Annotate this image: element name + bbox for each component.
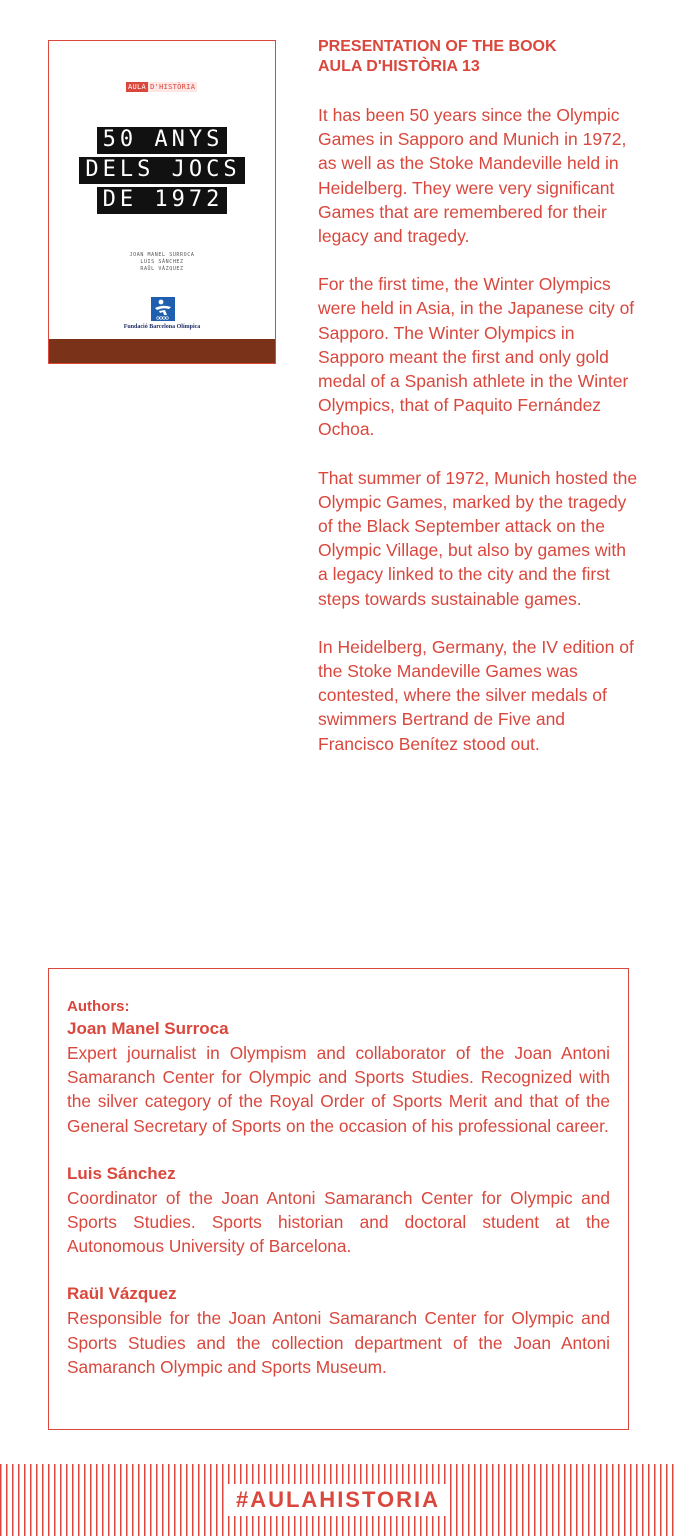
presentation-paragraph: In Heidelberg, Germany, the IV edition of the Stoke Mandeville Games was contested, where the silver medals of swimmers Bertrand de Five and Francisco Benítez stood out. (318, 636, 634, 754)
book-cover (48, 40, 276, 364)
foundation-logo-icon (150, 296, 176, 322)
cover-title-line: 50 ANYS (97, 127, 228, 154)
cover-badge-aula: AULA (128, 82, 147, 91)
presentation-heading (318, 37, 638, 77)
author-name: Luis Sánchez (67, 1163, 176, 1183)
cover-badge-historia: D'HISTÒRIA (150, 82, 196, 91)
cover-title-line: DELS JOCS (79, 157, 244, 184)
author-name: Joan Manel Surroca (67, 1019, 229, 1038)
presentation-paragraph: That summer of 1972, Munich hosted the Olympic Games, marked by the tragedy of the Black September attack on the Olympic Village, but also by games with a legacy linked to the city and the first steps towards sustainable games. (318, 467, 638, 609)
presentation-paragraph: It has been 50 years since the Olympic Games in Sapporo and Munich in 1972, as well as the Stoke Mandeville held in Heidelberg. They were very significant Games that are remembered for their legacy and tragedy. (318, 105, 627, 247)
cover-authors (49, 252, 275, 273)
author-name: Raül Vázquez (67, 1284, 177, 1304)
cover-author: RAÜL VÁZQUEZ (140, 266, 184, 272)
authors-box (48, 968, 629, 1430)
hashtag-label: #AULAHISTORIA (226, 1484, 450, 1516)
cover-author: LUIS SÁNCHEZ (140, 259, 184, 265)
cover-badge (126, 81, 197, 92)
cover-author: JOAN MANEL SURROCA (129, 252, 195, 258)
cover-bottom-band (49, 339, 275, 363)
presentation-section (318, 37, 638, 780)
author-bio: Responsible for the Joan Antoni Samaranch Center for Olympic and Sports Studies and the collection department of the Joan Antoni Samaranch Olympic and Sports Museum. (67, 1308, 610, 1377)
presentation-paragraph: For the first time, the Winter Olympics were held in Asia, in the Japanese city of Sapporo. The Winter Olympics in Sapporo meant the first and only gold medal of a Spanish athlete in the Winter Olympics, that of Paquito Fernández Ochoa. (318, 274, 635, 440)
authors-label: Authors: (67, 998, 130, 1015)
heading-line: AULA D'HISTÒRIA 13 (318, 58, 480, 75)
heading-line: PRESENTATION OF THE BOOK (318, 38, 557, 55)
author-bio: Coordinator of the Joan Antoni Samaranch Center for Olympic and Sports Studies. Sports historian and doctoral student at the Autonomous University of Barcelona. (67, 1187, 610, 1257)
cover-foundation-name: Fundació Barcelona Olímpica (123, 324, 201, 330)
author-bio: Expert journalist in Olympism and collaborator of the Joan Antoni Samaranch Center for Olympic and Sports Studies. Recognized with the silver category of the Royal Order of Sports Merit and that of the General Secretary of Sports on the occasion of his professional career. (67, 1043, 610, 1136)
cover-title (49, 127, 275, 214)
cover-title-line: DE 1972 (97, 187, 228, 214)
footer-stripes (0, 1464, 677, 1536)
